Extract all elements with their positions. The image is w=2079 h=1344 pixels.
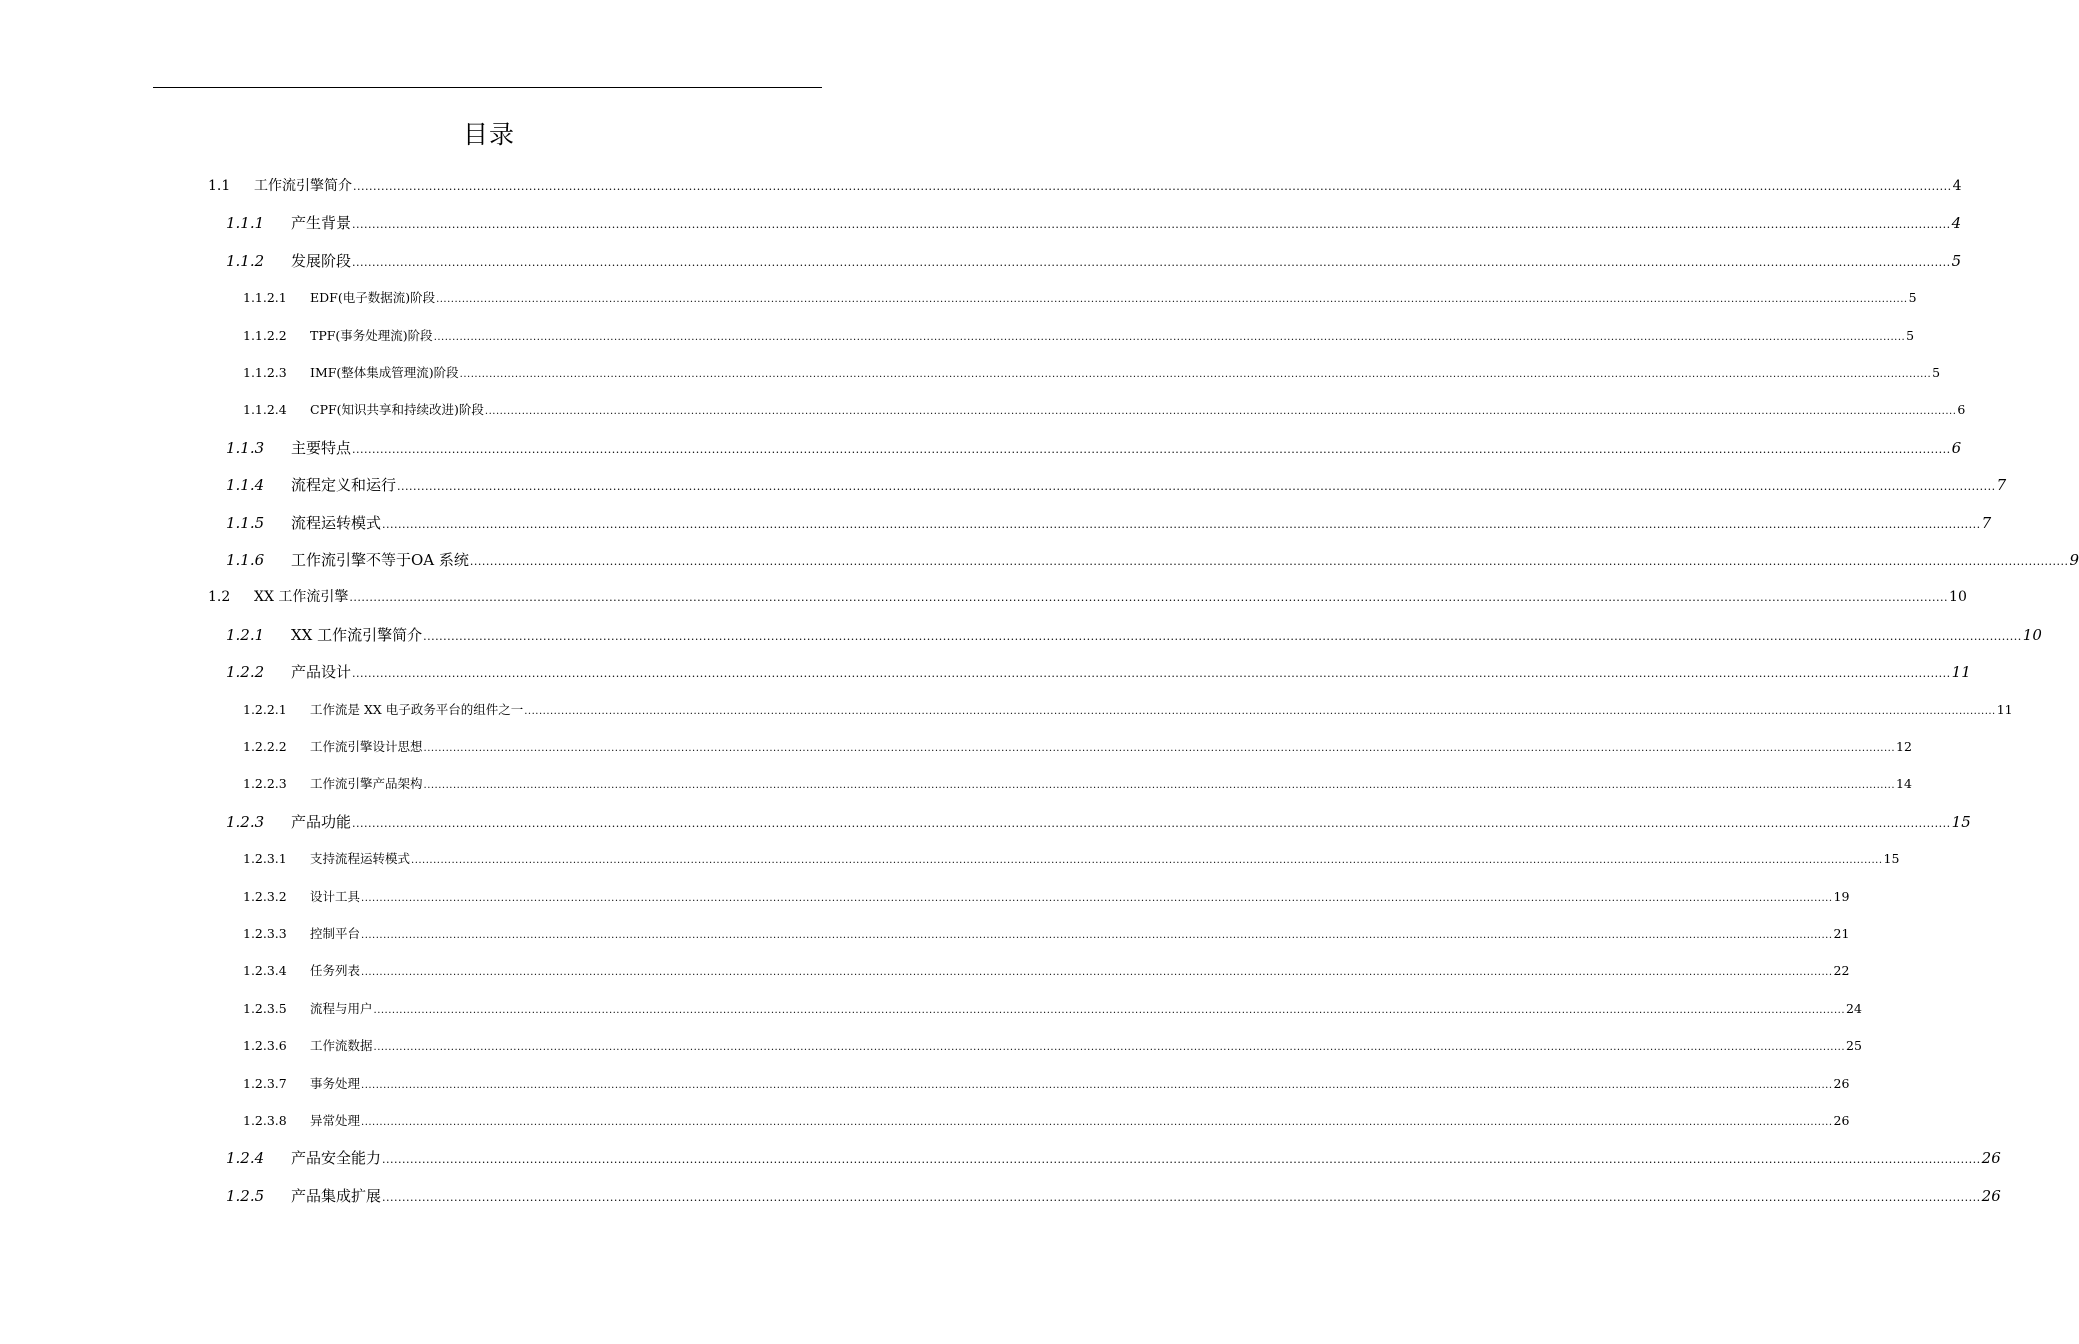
- toc-entry[interactable]: [226, 1186, 2001, 1207]
- toc-entry-page: 12: [1896, 739, 1912, 754]
- toc-entry[interactable]: [226, 551, 2079, 571]
- toc-entry[interactable]: [243, 327, 1915, 347]
- toc-entry-number: 1.1.1: [226, 214, 265, 233]
- toc-entry[interactable]: [243, 1037, 1862, 1057]
- toc-entry-number: 1.2: [208, 589, 231, 606]
- toc-entry-label: 工作流引擎产品架构: [310, 776, 423, 792]
- dot-leader: ................................................................................................................................................................................................................................................................................................................................................................................................................: [361, 892, 1833, 904]
- toc-entry-label: EDF(电子数据流)阶段: [310, 290, 436, 306]
- toc-entry-label: 设计工具: [310, 888, 361, 904]
- toc-entry-page: 26: [1981, 1149, 2001, 1168]
- toc-entry[interactable]: [208, 177, 1962, 196]
- toc-entry-page: 26: [1833, 1075, 1850, 1091]
- toc-entry[interactable]: [226, 625, 2042, 646]
- toc-entry-label: 任务列表: [310, 963, 361, 979]
- toc-entry-label: 产生背景: [291, 214, 352, 233]
- toc-entry[interactable]: [208, 588, 1967, 607]
- toc-entry-number: 1.1.5: [226, 513, 265, 532]
- dot-leader: ................................................................................................................................................................................................................................................................................................................................................................................................................: [433, 331, 1906, 343]
- dot-leader: ................................................................................................................................................................................................................................................................................................................................................................................................................: [459, 369, 1932, 380]
- dot-leader: ................................................................................................................................................................................................................................................................................................................................................................................................................: [436, 294, 1908, 306]
- toc-entry-number: 1.2.3.7: [243, 1075, 287, 1091]
- toc-entry-number: 1.2.3.1: [243, 851, 287, 867]
- toc-entry-number: 1.2.3.4: [243, 963, 287, 979]
- dot-leader: ................................................................................................................................................................................................................................................................................................................................................................................................................: [373, 1004, 1845, 1016]
- toc-entry[interactable]: [226, 513, 1992, 534]
- toc-entry-number: 1.1.2.3: [243, 365, 287, 380]
- dot-leader: ................................................................................................................................................................................................................................................................................................................................................................................................................: [382, 517, 1981, 531]
- toc-entry[interactable]: [226, 1149, 2001, 1169]
- toc-entry-page: 7: [1981, 513, 1992, 532]
- toc-entry-number: 1.1.2: [226, 251, 265, 270]
- toc-entry-label: 流程与用户: [310, 1000, 373, 1016]
- dot-leader: ................................................................................................................................................................................................................................................................................................................................................................................................................: [373, 1042, 1845, 1054]
- toc-entry-number: 1.2.3: [226, 812, 265, 831]
- dot-leader: ................................................................................................................................................................................................................................................................................................................................................................................................................: [353, 180, 1952, 193]
- toc-entry-page: 7: [1996, 476, 2007, 495]
- toc-entry[interactable]: [243, 1075, 1850, 1095]
- toc-entry[interactable]: [243, 289, 1917, 309]
- toc-entry-page: 10: [1949, 589, 1967, 606]
- toc-entry-label: 工作流引擎简介: [254, 178, 352, 194]
- toc-entry-page: 26: [1833, 1113, 1850, 1128]
- dot-leader: ................................................................................................................................................................................................................................................................................................................................................................................................................: [352, 255, 1951, 269]
- toc-entry-label: 产品功能: [291, 812, 352, 831]
- toc-entry-page: 26: [1981, 1186, 2001, 1205]
- toc-entry[interactable]: [243, 1112, 1850, 1132]
- dot-leader: ................................................................................................................................................................................................................................................................................................................................................................................................................: [361, 1079, 1833, 1091]
- toc-entry-label: 异常处理: [310, 1113, 361, 1128]
- toc-entry-page: 5: [1951, 251, 1962, 270]
- toc-entry-label: 控制平台: [310, 926, 361, 941]
- toc-entry[interactable]: [243, 962, 1850, 982]
- toc-entry-label: 支持流程运转模式: [310, 851, 411, 867]
- toc-entry[interactable]: [243, 738, 1912, 758]
- toc-entry-label: 产品安全能力: [291, 1149, 382, 1168]
- toc-entry-label: 工作流数据: [310, 1038, 373, 1054]
- toc-entry-label: 流程定义和运行: [291, 476, 397, 495]
- toc-entry-page: 11: [1996, 701, 2013, 717]
- dot-leader: ................................................................................................................................................................................................................................................................................................................................................................................................................: [352, 218, 1951, 232]
- toc-entry[interactable]: [226, 476, 2007, 496]
- toc-entry-number: 1.1: [208, 178, 231, 194]
- toc-entry-number: 1.2.3.6: [243, 1038, 287, 1054]
- toc-entry-number: 1.2.1: [226, 625, 265, 644]
- toc-entry-page: 15: [1951, 812, 1971, 831]
- toc-entry-label: TPF(事务处理流)阶段: [310, 327, 433, 343]
- toc-entry-page: 5: [1908, 290, 1917, 306]
- dot-leader: ................................................................................................................................................................................................................................................................................................................................................................................................................: [469, 555, 2069, 568]
- toc-entry-number: 1.1.2.1: [243, 290, 287, 306]
- toc-entry-page: 14: [1896, 776, 1912, 792]
- toc-entry-page: 10: [2022, 625, 2042, 644]
- toc-entry-page: 19: [1833, 888, 1850, 904]
- toc-entry-number: 1.1.4: [226, 476, 265, 495]
- toc-entry[interactable]: [226, 438, 1962, 459]
- toc-entry-number: 1.2.3.5: [243, 1000, 287, 1016]
- dot-leader: ................................................................................................................................................................................................................................................................................................................................................................................................................: [411, 855, 1883, 867]
- toc-entry-label: 工作流是 XX 电子政务平台的组件之一: [310, 701, 524, 717]
- toc-entry[interactable]: [243, 775, 1912, 795]
- toc-entry-number: 1.2.3.3: [243, 926, 287, 941]
- dot-leader: ................................................................................................................................................................................................................................................................................................................................................................................................................: [361, 930, 1833, 941]
- dot-leader: ................................................................................................................................................................................................................................................................................................................................................................................................................: [361, 1117, 1833, 1128]
- header-rule: [153, 87, 822, 88]
- toc-entry-page: 24: [1846, 1000, 1862, 1016]
- toc-entry-label: 产品设计: [291, 663, 352, 682]
- toc-entry[interactable]: [243, 701, 2013, 721]
- dot-leader: ................................................................................................................................................................................................................................................................................................................................................................................................................: [484, 406, 1957, 418]
- toc-entry-number: 1.2.2.1: [243, 701, 287, 717]
- toc-entry-page: 5: [1932, 365, 1941, 380]
- dot-leader: ................................................................................................................................................................................................................................................................................................................................................................................................................: [423, 780, 1895, 792]
- toc-entry-label: 发展阶段: [291, 251, 352, 270]
- toc-entry-label: 工作流引擎不等于OA 系统: [291, 551, 469, 569]
- toc-entry[interactable]: [226, 214, 1962, 234]
- toc-entry-number: 1.2.3.2: [243, 888, 287, 904]
- toc-entry-number: 1.2.2.2: [243, 739, 287, 754]
- toc-entry-number: 1.2.2.3: [243, 776, 287, 792]
- dot-leader: ................................................................................................................................................................................................................................................................................................................................................................................................................: [352, 442, 1951, 456]
- toc-entry[interactable]: [226, 251, 1962, 272]
- toc-entry-number: 1.2.3.8: [243, 1113, 287, 1128]
- dot-leader: ................................................................................................................................................................................................................................................................................................................................................................................................................: [382, 1190, 1981, 1204]
- toc-entry[interactable]: [243, 401, 1966, 421]
- dot-leader: ................................................................................................................................................................................................................................................................................................................................................................................................................: [349, 591, 1949, 605]
- toc-entry-number: 1.2.4: [226, 1149, 265, 1168]
- toc-entry[interactable]: [243, 925, 1850, 945]
- dot-leader: ................................................................................................................................................................................................................................................................................................................................................................................................................: [352, 667, 1951, 681]
- toc-entry-label: 流程运转模式: [291, 513, 382, 532]
- toc-entry-number: 1.1.3: [226, 438, 265, 457]
- toc-entry-page: 4: [1951, 214, 1962, 233]
- toc-entry-page: 4: [1952, 178, 1962, 194]
- toc-entry-label: 主要特点: [291, 438, 352, 457]
- toc-entry[interactable]: [243, 850, 1900, 870]
- toc-entry-page: 6: [1957, 402, 1966, 418]
- toc-title: 目录: [462, 120, 515, 149]
- dot-leader: ................................................................................................................................................................................................................................................................................................................................................................................................................: [382, 1153, 1981, 1167]
- toc-entry-label: 事务处理: [310, 1075, 361, 1091]
- dot-leader: ................................................................................................................................................................................................................................................................................................................................................................................................................: [524, 705, 1996, 717]
- dot-leader: ................................................................................................................................................................................................................................................................................................................................................................................................................: [397, 480, 1996, 494]
- toc-entry[interactable]: [243, 1000, 1862, 1020]
- toc-entry[interactable]: [243, 888, 1850, 908]
- toc-entry-page: 25: [1846, 1038, 1862, 1054]
- toc-entry-page: 22: [1833, 963, 1850, 979]
- toc-entry-page: 11: [1951, 663, 1971, 682]
- toc-entry-number: 1.1.2.2: [243, 327, 287, 343]
- toc-entry-label: 产品集成扩展: [291, 1186, 382, 1205]
- toc-entry-page: 6: [1951, 438, 1962, 457]
- toc-entry-number: 1.1.2.4: [243, 402, 287, 418]
- toc-entry[interactable]: [243, 364, 1941, 384]
- dot-leader: ................................................................................................................................................................................................................................................................................................................................................................................................................: [423, 629, 2022, 643]
- toc-entry-page: 21: [1833, 926, 1850, 941]
- toc-entry-number: 1.2.2: [226, 663, 265, 682]
- toc-entry-label: XX 工作流引擎: [254, 589, 349, 606]
- toc-entry-number: 1.2.5: [226, 1186, 265, 1205]
- toc-entry[interactable]: [226, 812, 1971, 833]
- toc-entry-label: CPF(知识共享和持续改进)阶段: [310, 402, 484, 418]
- dot-leader: ................................................................................................................................................................................................................................................................................................................................................................................................................: [423, 743, 1895, 754]
- toc-entry-page: 15: [1883, 851, 1900, 867]
- toc-entry-number: 1.1.6: [226, 551, 265, 569]
- dot-leader: ................................................................................................................................................................................................................................................................................................................................................................................................................: [352, 816, 1951, 830]
- toc-entry-label: 工作流引擎设计思想: [310, 739, 423, 754]
- dot-leader: ................................................................................................................................................................................................................................................................................................................................................................................................................: [361, 967, 1833, 979]
- toc-entry[interactable]: [226, 663, 1971, 683]
- toc-entry-page: 9: [2069, 551, 2079, 569]
- toc-entry-label: IMF(整体集成管理流)阶段: [310, 365, 459, 380]
- toc-entry-page: 5: [1906, 327, 1915, 343]
- toc-entry-label: XX 工作流引擎简介: [291, 625, 423, 644]
